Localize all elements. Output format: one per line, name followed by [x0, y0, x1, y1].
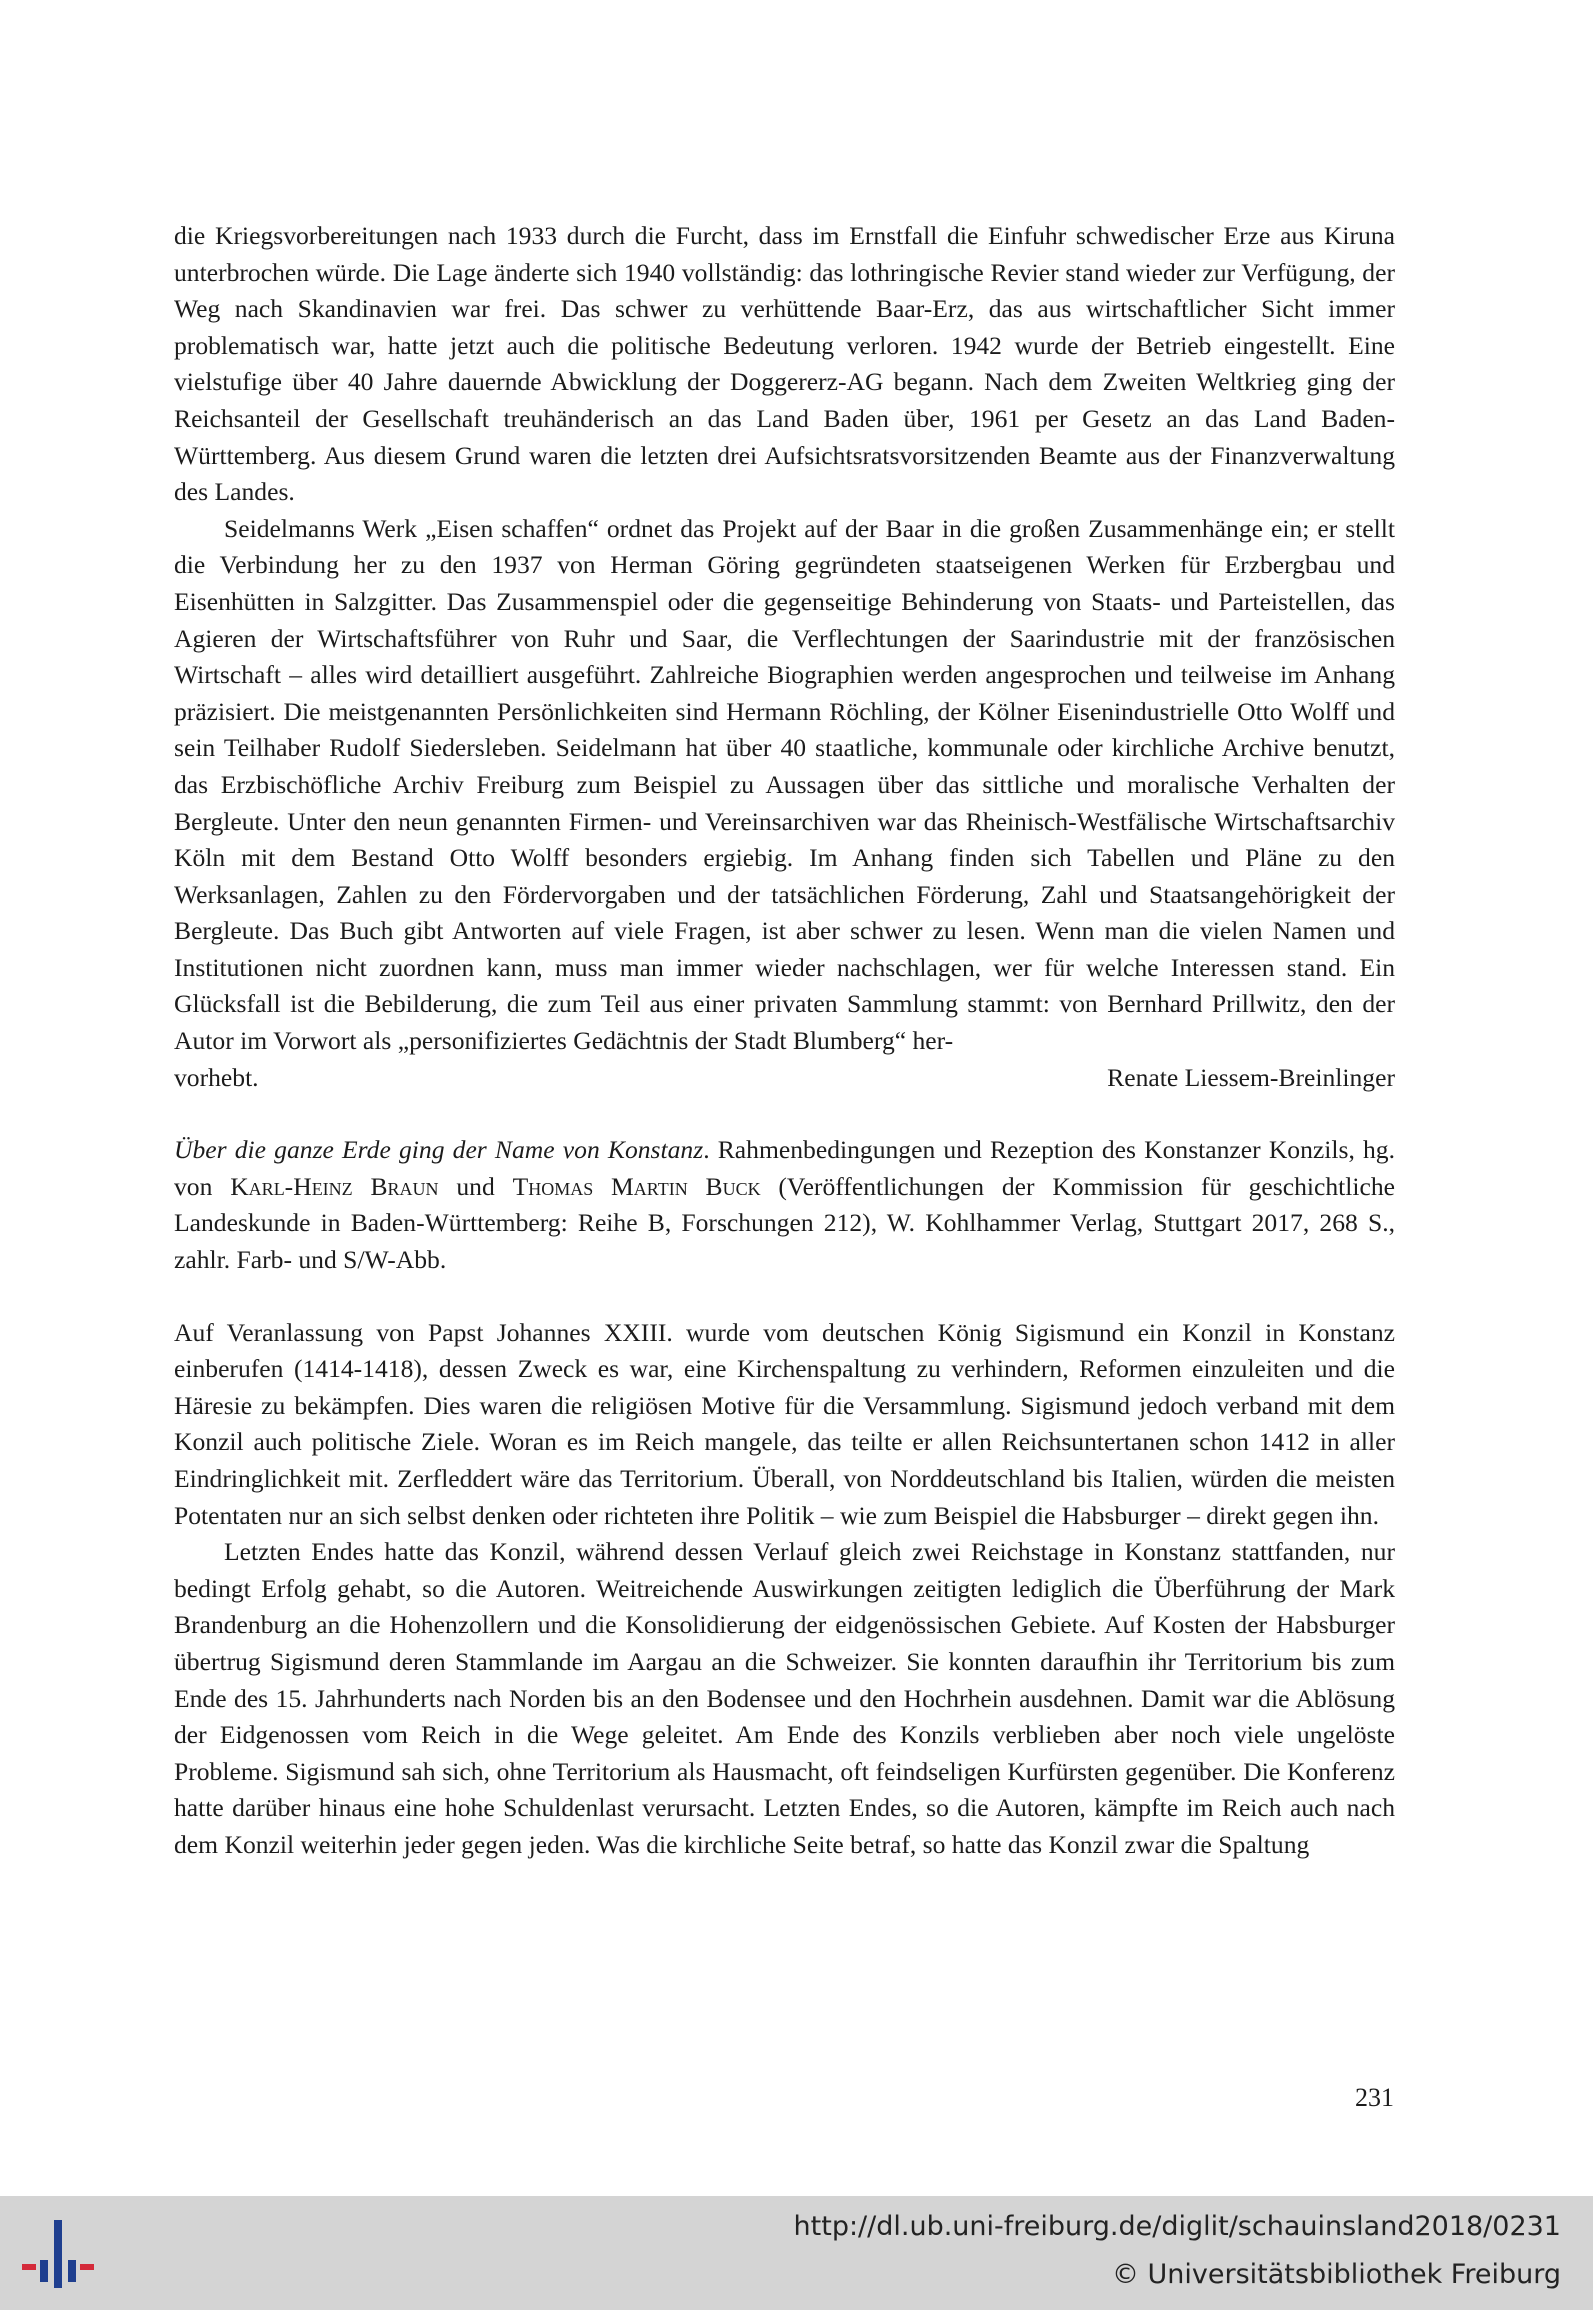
reviewer-name: Renate Liessem-Breinlinger	[1107, 1062, 1395, 1092]
page-number: 231	[1355, 2083, 1394, 2112]
paragraph-seidelmann-review	[174, 511, 1395, 1060]
review-closing-line	[174, 1060, 1395, 1097]
book-title: Über die ganze Erde ging der Name von Konstanz	[174, 1135, 704, 1165]
article-body	[174, 218, 1395, 1864]
editor-name: Karl-Heinz Braun	[230, 1171, 439, 1201]
paragraph-seidelmann-review-text: Seidelmanns Werk „Eisen schaffen“ ordnet das Projekt auf der Baar in die großen Zusammenhänge ein; er stellt die Verbindung her zu den 1937 von Herman Göring gegründeten staatseigenen Werken für Erzbergbau und Eisenhütten in Salzgitter. Das Zusammenspiel oder die gegenseitige Behinderung von Staats- und Parteistellen, das Agieren der Wirtschaftsführer von Ruhr und Saar, die Verflechtungen der Saarindustrie mit der französischen Wirtschaft – alles wird detailliert ausgeführt. Zahlreiche Biographien werden angesprochen und teilweise im Anhang präzisiert. Die meistgenannten Persönlichkeiten sind Hermann Röchling, der Kölner Eisenindustrielle Otto Wolff und sein Teilhaber Rudolf Siedersleben. Seidelmann hat über 40 staatliche, kommunale oder kirchliche Archive benutzt, das Erzbischöfliche Archiv Freiburg zum Beispiel zu Aussagen über das sittliche und moralische Verhalten der Bergleute. Unter den neun genannten Firmen- und Vereinsarchiven war das Rheinisch-Westfälische Wirtschaftsarchiv Köln mit dem Bestand Otto Wolff besonders ergiebig. Im Anhang finden sich Tabellen und Pläne zu den Werksanlagen, Zahlen zu den Fördervorgaben und der tatsächlichen Förderung, Zahl und Staatsangehörigkeit der Bergleute. Das Buch gibt Antworten auf viele Fragen, ist aber schwer zu lesen. Wenn man die vielen Namen und Institutionen nicht zuordnen kann, muss man immer wieder nachschlagen, wer für welche Interessen stand. Ein Glücksfall ist die Bebilderung, die zum Teil aus einer privaten Sammlung stammt: von Bernhard Prillwitz, den der Autor im Vorwort als „personifiziertes Gedächtnis der Stadt Blumberg“ her-	[174, 513, 1395, 1056]
editor-conjunction: und	[438, 1171, 513, 1201]
section-spacer	[174, 1279, 1395, 1315]
library-logo-icon	[18, 2214, 98, 2294]
paragraph-konzil-results: Letzten Endes hatte das Konzil, während dessen Verlauf gleich zwei Reichstage in Konstanz stattfanden, nur bedingt Erfolg gehabt, so die Autoren. Weitreichende Auswirkungen zeitigten lediglich die Überführung der Mark Brandenburg an die Hohenzollern und die Konsolidierung der eidgenössischen Gebiete. Auf Kosten der Habsburger übertrug Sigismund deren Stammlande im Aargau an die Schweizer. Sie konnten daraufhin ihr Territorium bis zum Ende des 15. Jahrhunderts nach Norden bis an den Bodensee und den Hochrhein ausdehnen. Damit war die Ablösung der Eidgenossen vom Reich in die Wege geleitet. Am Ende des Konzils verblieben aber noch viele ungelöste Probleme. Sigismund sah sich, ohne Territorium als Hausmacht, oft feindseligen Kurfürsten gegenüber. Die Konferenz hatte darüber hinaus eine hohe Schuldenlast verursacht. Letzten Endes, so die Autoren, kämpfte im Reich auch nach dem Konzil weiterhin jeder gegen jeden. Was die kirchliche Seite betraf, so hatte das Konzil zwar die Spaltung	[174, 1537, 1395, 1859]
footer-copyright: © Universitätsbibliothek Freiburg	[1111, 2259, 1561, 2290]
book-publication-details: (Veröffentlichungen der Kommission für geschichtliche Landeskunde in Baden-Württemberg: Reihe B, Forschungen 212), W. Kohlhammer Verlag, Stuttgart 2017, 268 S., zahlr. Farb- und S/W-Abb.	[174, 1171, 1396, 1275]
paragraph-last-word: vorhebt.	[174, 1062, 259, 1092]
editor-name: Thomas Martin Buck	[512, 1171, 761, 1201]
paragraph-doggererz-history: die Kriegsvorbereitungen nach 1933 durch die Furcht, dass im Ernstfall die Einfuhr schwedischer Erze aus Kiruna unterbrochen würde. Die Lage änderte sich 1940 vollständig: das lothringische Revier stand wieder zur Verfügung, der Weg nach Skandinavien war frei. Das schwer zu verhüttende Baar-Erz, das aus wirtschaftlicher Sicht immer problematisch war, hatte jetzt auch die politische Bedeutung verloren. 1942 wurde der Betrieb eingestellt. Eine vielstufige über 40 Jahre dauernde Abwicklung der Doggererz-AG begann. Nach dem Zweiten Weltkrieg ging der Reichsanteil der Gesellschaft treuhänderisch an das Land Baden über, 1961 per Gesetz an das Land Baden-Württemberg. Aus diesem Grund waren die letzten drei Aufsichtsratsvorsitzenden Beamte aus der Finanzverwaltung des Landes.	[174, 221, 1395, 507]
section-spacer	[174, 1096, 1395, 1132]
footer-url-link[interactable]: http://dl.ub.uni-freiburg.de/diglit/schauinsland2018/0231	[793, 2211, 1561, 2242]
footer-bar	[0, 2196, 1593, 2310]
bibliographic-entry	[174, 1132, 1395, 1278]
paragraph-konzil-intro: Auf Veranlassung von Papst Johannes XXIII. wurde vom deutschen König Sigismund ein Konzil in Konstanz einberufen (1414-1418), dessen Zweck es war, eine Kirchenspaltung zu verhindern, Reformen einzuleiten und die Häresie zu bekämpfen. Dies waren die religiösen Motive für die Versammlung. Sigismund jedoch verband mit dem Konzil auch politische Ziele. Woran es im Reich mangele, das teilte er allen Reichsuntertanen schon 1412 in aller Eindringlichkeit mit. Zerfleddert wäre das Territorium. Überall, von Norddeutschland bis Italien, würden die meisten Potentaten nur an sich selbst denken oder richteten ihre Politik – wie zum Beispiel die Habsburger – direkt gegen ihn.	[174, 1317, 1395, 1530]
book-subtitle: . Rahmenbedingungen und Rezeption des Konstanzer Konzils, hg. von	[174, 1135, 1395, 1201]
